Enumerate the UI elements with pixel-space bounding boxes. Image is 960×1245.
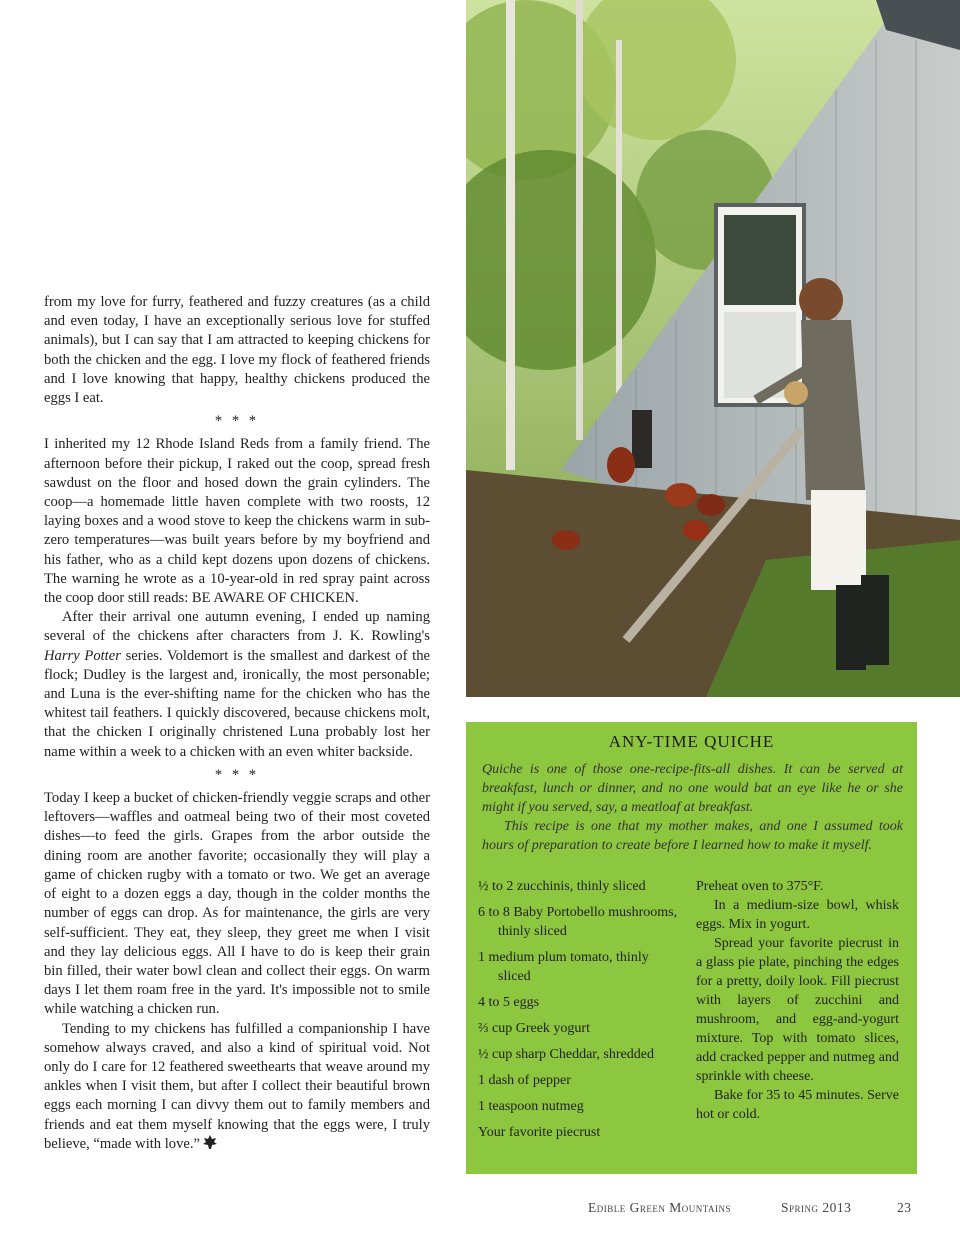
leaf-icon: [203, 1135, 217, 1149]
article-paragraph: Today I keep a bucket of chicken-friendly veggie scraps and other leftovers—waffles and oatmeal being two of their most coveted dishes—to feed the girls. Grapes from the arbor outside the dining room are another favorite; occasionally they will play a game of chicken rugby with a tomato or two. We get an average of eight to a dozen eggs a day, though in the colder months the number of eggs can drop. As for maintenance, the girls are very self-sufficient. They eat, they sleep, they greet me when I visit and they lay delicious eggs. All I have to do is keep their grain bin filled, their water bowl clean and collect their eggs. On warm days I let them roam free in the yard. It's impossible not to smile while watching a chicken run.: [44, 790, 430, 1018]
article-text: series. Voldemort is the smallest and darkest of the flock; Dudley is the largest and, ironically, the most personable; and Luna is the ever-shifting name for the chicken who has the whitest tail feathers. I quickly discovered, because chickens molt, that the chicken I originally christened Luna probably lost her name within a week to a chicken with an even whiter backside.: [44, 647, 430, 760]
chicken-coop-photo: [466, 0, 960, 697]
ingredient-item: 4 to 5 eggs: [478, 995, 540, 1010]
publication-name: Edible Green Mountains: [588, 1200, 732, 1215]
ingredient-item: ½ to 2 zucchinis, thinly sliced: [478, 879, 646, 894]
section-divider: * * *: [214, 766, 260, 783]
ingredient-item: Your favorite piecrust: [478, 1125, 601, 1140]
page-number: 23: [897, 1200, 912, 1215]
ingredient-item: 1 dash of pepper: [478, 1073, 571, 1088]
ingredient-item: 1 teaspoon nutmeg: [478, 1099, 584, 1114]
direction-step: In a medium-size bowl, whisk eggs. Mix in yogurt.: [696, 898, 899, 932]
recipe-intro: [482, 760, 903, 855]
direction-step: Bake for 35 to 45 minutes. Serve hot or cold.: [696, 1088, 899, 1122]
direction-step: Preheat oven to 375°F.: [696, 879, 824, 894]
recipe-box: [466, 722, 917, 1174]
book-title: Harry Potter: [44, 647, 121, 664]
recipe-directions: [696, 877, 899, 1124]
recipe-intro-paragraph: This recipe is one that my mother makes, and one I assumed took hours of preparation to create before I learned how to make it myself.: [482, 819, 903, 853]
recipe-intro-paragraph: Quiche is one of those one-recipe-fits-all dishes. It can be served at breakfast, lunch or dinner, and no one would bat an eye like he or she might if you served, say, a meatloaf at breakfast.: [482, 762, 903, 815]
article-text: After their arrival one autumn evening, I ended up naming several of the chickens after characters from J. K. Rowling's: [44, 609, 430, 645]
article-paragraph: I inherited my 12 Rhode Island Reds from a family friend. The afternoon before their pickup, I raked out the coop, spread fresh sawdust on the floor and hosed down the grain cylinders. The coop—a homemade little haven complete with two roosts, 12 laying boxes and a wood stove to keep the chickens warm in sub-zero temperatures—was built years before by my boyfriend and his father, who as a child kept dozens upon dozens of chickens. The warning he wrote as a 10-year-old in red spray paint across the coop door still reads: BE AWARE OF CHICKEN.: [44, 436, 430, 607]
photo-illustration: [466, 0, 960, 697]
ingredient-item: 1 medium plum tomato, thinly sliced: [478, 950, 649, 984]
ingredient-item: ⅔ cup Greek yogurt: [478, 1021, 590, 1036]
ingredients-list: [478, 877, 678, 1149]
issue-season: Spring 2013: [781, 1200, 852, 1215]
article-body: [44, 293, 430, 1154]
article-paragraph: [44, 608, 430, 762]
ingredient-item: ½ cup sharp Cheddar, shredded: [478, 1047, 654, 1062]
recipe-title: ANY-TIME QUICHE: [608, 732, 775, 751]
ingredient-item: 6 to 8 Baby Portobello mushrooms, thinly sliced: [478, 905, 678, 939]
page-footer: [588, 1200, 912, 1216]
article-paragraph: [44, 1020, 430, 1154]
article-text: Tending to my chickens has fulfilled a companionship I have somehow always craved, and also a kind of spiritual void. Not only do I care for 12 feathered sweethearts that weave around my ankles when I visit them, but after I collect their beautiful brown eggs each morning I can divvy them out to family members and friends and eat them myself knowing that the eggs were, I truly believe, “made with love.”: [44, 1020, 430, 1152]
article-paragraph: from my love for furry, feathered and fuzzy creatures (as a child and even today, I have an exceptionally serious love for stuffed animals), but I can say that I am attracted to keeping chickens for both the chicken and the egg. I love my flock of feathered friends and I love knowing that happy, healthy chickens produced the eggs I eat.: [44, 294, 430, 407]
section-divider: * * *: [214, 413, 260, 430]
direction-step: Spread your favorite piecrust in a glass pie plate, pinching the edges for a pretty, doily look. Fill piecrust with layers of zucchini and mushroom, and egg-and-yogurt mixture. Top with tomato slices, add cracked pepper and nutmeg and sprinkle with cheese.: [696, 936, 899, 1084]
